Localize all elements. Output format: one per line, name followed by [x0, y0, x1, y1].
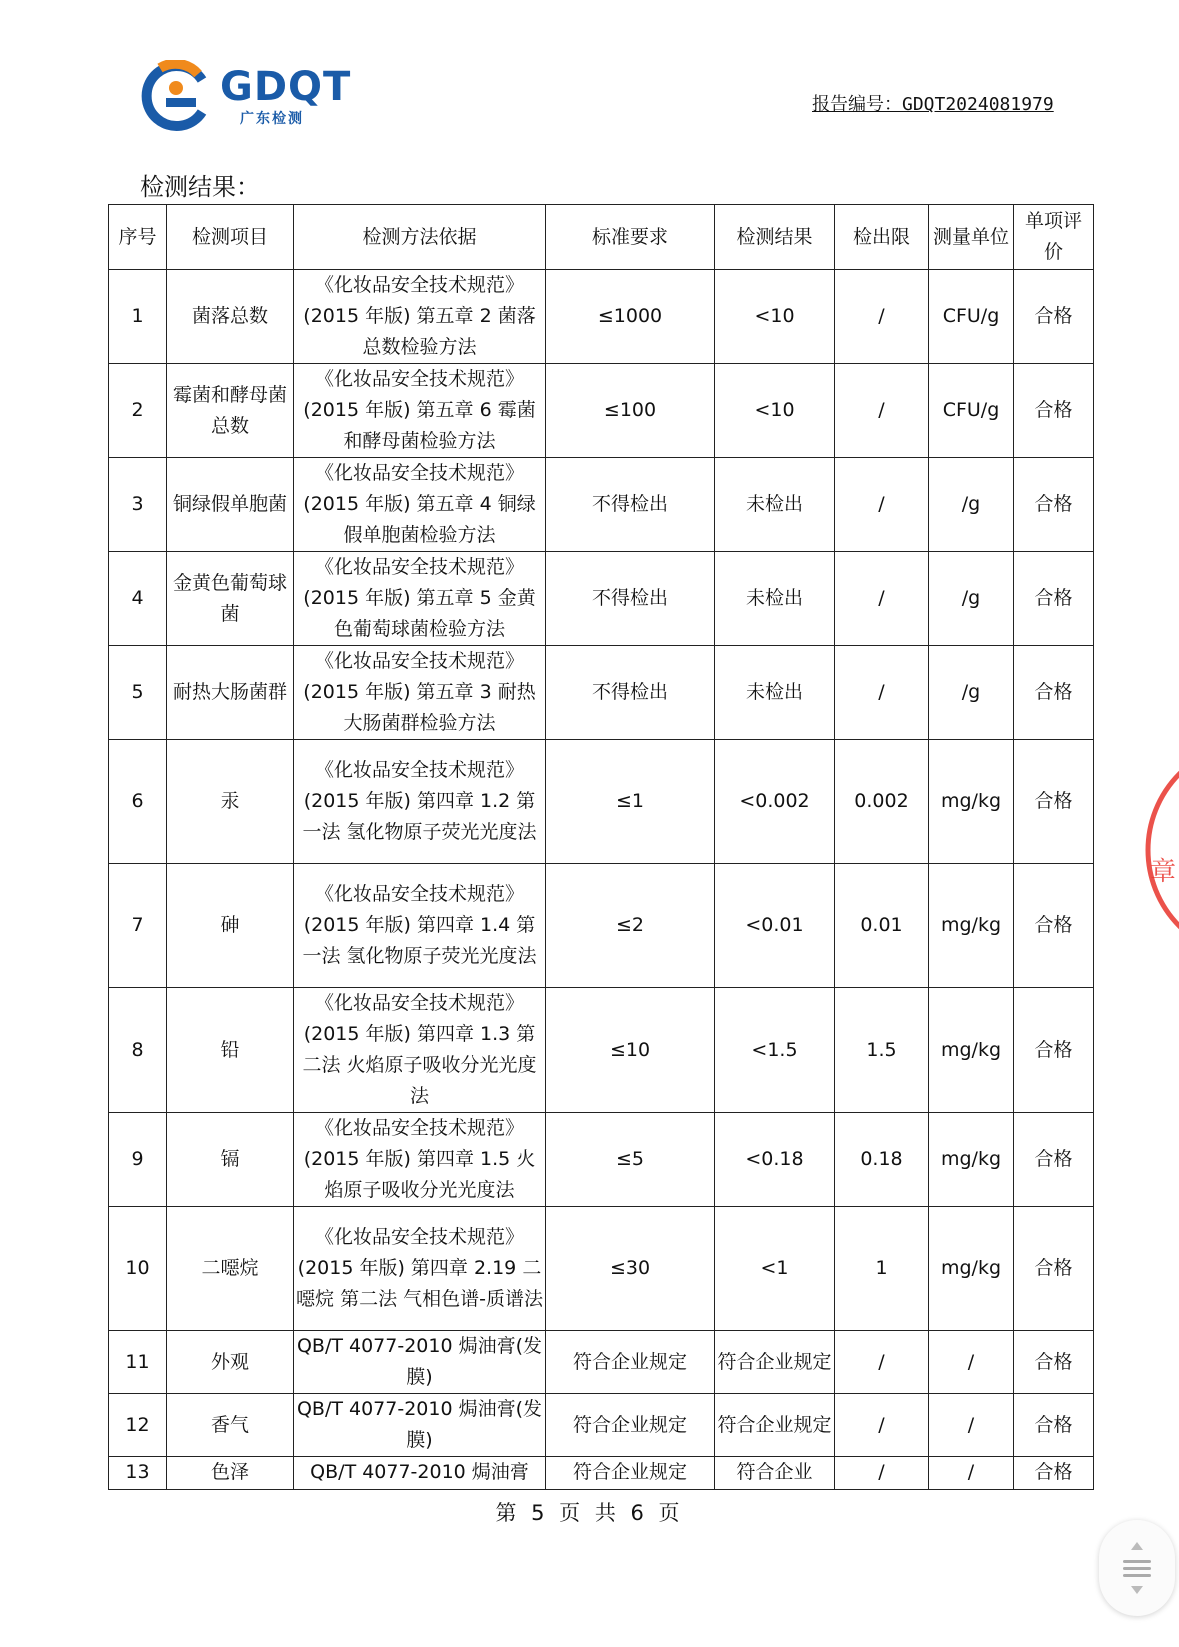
page-number: 第 5 页 共 6 页	[495, 1501, 684, 1525]
cell-requirement: 符合企业规定	[546, 1331, 715, 1394]
cell-no: 7	[109, 864, 167, 988]
cell-requirement: 符合企业规定	[546, 1394, 715, 1457]
cell-requirement: ≤30	[546, 1207, 715, 1331]
cell-no: 2	[109, 364, 167, 458]
cell-evaluation: 合格	[1014, 864, 1094, 988]
cell-result: 符合企业规定	[715, 1331, 835, 1394]
cell-requirement: ≤5	[546, 1113, 715, 1207]
cell-item: 香气	[167, 1394, 294, 1457]
cell-evaluation: 合格	[1014, 988, 1094, 1113]
table-row	[109, 1207, 1094, 1331]
cell-unit: CFU/g	[929, 364, 1014, 458]
cell-item	[167, 1457, 294, 1490]
cell-item: 菌落总数	[167, 270, 294, 364]
logo-subtitle: 广东检测	[240, 111, 304, 127]
cell-evaluation: 合格	[1014, 1207, 1094, 1331]
header-limit: 检出限	[835, 205, 929, 270]
cell-method: 《化妆品安全技术规范》(2015 年版) 第四章 1.5 火焰原子吸收分光光度法	[294, 1113, 546, 1207]
table-row	[109, 1331, 1094, 1394]
cell-limit: /	[835, 552, 929, 646]
cell-method	[294, 1457, 546, 1490]
cell-limit: /	[835, 1331, 929, 1394]
cell-method: QB/T 4077-2010 焗油膏(发膜)	[294, 1394, 546, 1457]
cell-limit	[835, 1457, 929, 1490]
cell-unit-text: /	[967, 1461, 975, 1483]
cell-limit: /	[835, 1394, 929, 1457]
cell-item: 镉	[167, 1113, 294, 1207]
cell-method: 《化妆品安全技术规范》(2015 年版) 第五章 3 耐热大肠菌群检验方法	[294, 646, 546, 740]
cell-limit-text: /	[878, 1461, 885, 1483]
cell-limit: 1.5	[835, 988, 929, 1113]
cell-result: 未检出	[715, 552, 835, 646]
cell-unit	[929, 1457, 1014, 1490]
cell-item: 铜绿假单胞菌	[167, 458, 294, 552]
scroll-handle-icon	[1099, 1520, 1175, 1616]
header-unit: 测量单位	[929, 205, 1014, 270]
table-row	[109, 988, 1094, 1113]
cell-item-text: 色泽	[210, 1461, 249, 1483]
cell-method: 《化妆品安全技术规范》(2015 年版) 第五章 6 霉菌和酵母菌检验方法	[294, 364, 546, 458]
cell-no: 1	[109, 270, 167, 364]
header-no: 序号	[109, 205, 167, 270]
gdqt-logo-icon	[140, 60, 214, 132]
scroll-handle-button[interactable]	[1099, 1520, 1175, 1616]
cell-no: 11	[109, 1331, 167, 1394]
cell-item: 外观	[167, 1331, 294, 1394]
header-requirement: 标准要求	[546, 205, 715, 270]
header-evaluation: 单项评价	[1014, 205, 1094, 270]
cell-item: 铅	[167, 988, 294, 1113]
cell-requirement: 不得检出	[546, 458, 715, 552]
cell-method: 《化妆品安全技术规范》(2015 年版) 第五章 2 菌落总数检验方法	[294, 270, 546, 364]
cell-result: 符合企业规定	[715, 1394, 835, 1457]
table-row	[109, 1113, 1094, 1207]
cell-requirement	[546, 1457, 715, 1490]
cell-requirement: 不得检出	[546, 646, 715, 740]
cell-method: 《化妆品安全技术规范》(2015 年版) 第四章 1.4 第一法 氢化物原子荧光光度法	[294, 864, 546, 988]
cell-evaluation: 合格	[1014, 1331, 1094, 1394]
table-row	[109, 364, 1094, 458]
cell-evaluation: 合格	[1014, 1113, 1094, 1207]
cell-unit: /	[929, 1331, 1014, 1394]
cell-method: 《化妆品安全技术规范》(2015 年版) 第五章 4 铜绿假单胞菌检验方法	[294, 458, 546, 552]
cell-evaluation: 合格	[1014, 270, 1094, 364]
section-title: 检测结果：	[140, 173, 260, 201]
cell-result: <10	[715, 270, 835, 364]
cell-unit: /g	[929, 552, 1014, 646]
cell-requirement: ≤2	[546, 864, 715, 988]
table-row	[109, 1394, 1094, 1457]
cell-limit: 1	[835, 1207, 929, 1331]
header-method: 检测方法依据	[294, 205, 546, 270]
cell-unit: mg/kg	[929, 1113, 1014, 1207]
cell-evaluation: 合格	[1014, 458, 1094, 552]
cell-result	[715, 1457, 835, 1490]
cell-no: 5	[109, 646, 167, 740]
cell-requirement: ≤100	[546, 364, 715, 458]
red-seal-stamp	[1136, 735, 1179, 965]
logo-text: GDQT	[220, 64, 352, 110]
report-number: 报告编号：GDQT2024081979	[812, 94, 1054, 115]
cell-unit: mg/kg	[929, 988, 1014, 1113]
cell-no: 3	[109, 458, 167, 552]
cell-unit: CFU/g	[929, 270, 1014, 364]
cell-unit: mg/kg	[929, 864, 1014, 988]
cell-limit: 0.002	[835, 740, 929, 864]
table-row	[109, 1457, 1094, 1490]
table-row	[109, 458, 1094, 552]
cell-no: 4	[109, 552, 167, 646]
cell-method: 《化妆品安全技术规范》(2015 年版) 第五章 5 金黄色葡萄球菌检验方法	[294, 552, 546, 646]
cell-limit: /	[835, 646, 929, 740]
cell-evaluation: 合格	[1014, 552, 1094, 646]
cell-no	[109, 1457, 167, 1490]
cell-requirement: ≤1000	[546, 270, 715, 364]
header-result: 检测结果	[715, 205, 835, 270]
cell-unit: mg/kg	[929, 1207, 1014, 1331]
table-header-row	[109, 205, 1094, 270]
stamp-lettering: 章	[1150, 857, 1177, 887]
cell-no: 6	[109, 740, 167, 864]
cell-item: 耐热大肠菌群	[167, 646, 294, 740]
cell-unit: mg/kg	[929, 740, 1014, 864]
cell-result: <10	[715, 364, 835, 458]
cell-method: 《化妆品安全技术规范》(2015 年版) 第四章 2.19 二噁烷 第二法 气相色谱-质谱法	[294, 1207, 546, 1331]
table-row	[109, 646, 1094, 740]
cell-evaluation: 合格	[1014, 646, 1094, 740]
header-item: 检测项目	[167, 205, 294, 270]
cell-result: <0.01	[715, 864, 835, 988]
cell-method: 《化妆品安全技术规范》(2015 年版) 第四章 1.3 第二法 火焰原子吸收分光光度法	[294, 988, 546, 1113]
cell-result-text: 符合企业	[736, 1461, 813, 1483]
cell-item: 霉菌和酵母菌总数	[167, 364, 294, 458]
table-row	[109, 864, 1094, 988]
cell-no: 12	[109, 1394, 167, 1457]
cell-limit: /	[835, 458, 929, 552]
table-row	[109, 270, 1094, 364]
results-table	[108, 204, 1094, 1490]
cell-requirement: ≤10	[546, 988, 715, 1113]
cell-evaluation: 合格	[1014, 740, 1094, 864]
cell-evaluation-text: 合格	[1034, 1461, 1073, 1483]
table-row	[109, 552, 1094, 646]
cell-unit: /	[929, 1394, 1014, 1457]
cell-no: 8	[109, 988, 167, 1113]
cell-result: <1.5	[715, 988, 835, 1113]
cell-result: 未检出	[715, 646, 835, 740]
table-row	[109, 740, 1094, 864]
cell-requirement: ≤1	[546, 740, 715, 864]
cell-result: <1	[715, 1207, 835, 1331]
cell-method: QB/T 4077-2010 焗油膏(发膜)	[294, 1331, 546, 1394]
cell-limit: /	[835, 364, 929, 458]
cell-result: 未检出	[715, 458, 835, 552]
cell-evaluation: 合格	[1014, 364, 1094, 458]
cell-requirement: 不得检出	[546, 552, 715, 646]
cell-method-text: QB/T 4077-2010 焗油膏	[310, 1461, 529, 1483]
cell-item: 金黄色葡萄球菌	[167, 552, 294, 646]
cell-evaluation: 合格	[1014, 1394, 1094, 1457]
cell-method: 《化妆品安全技术规范》(2015 年版) 第四章 1.2 第一法 氢化物原子荧光光度法	[294, 740, 546, 864]
cell-item: 砷	[167, 864, 294, 988]
cell-requirement-text: 符合企业规定	[572, 1461, 687, 1483]
cell-result: <0.18	[715, 1113, 835, 1207]
cell-limit: 0.01	[835, 864, 929, 988]
cell-no-text: 13	[125, 1461, 150, 1483]
cell-item: 二噁烷	[167, 1207, 294, 1331]
cell-evaluation	[1014, 1457, 1094, 1490]
cell-unit: /g	[929, 646, 1014, 740]
cell-limit: /	[835, 270, 929, 364]
cell-item: 汞	[167, 740, 294, 864]
cell-no: 9	[109, 1113, 167, 1207]
company-logo	[140, 60, 350, 132]
cell-unit: /g	[929, 458, 1014, 552]
cell-result: <0.002	[715, 740, 835, 864]
cell-no: 10	[109, 1207, 167, 1331]
cell-limit: 0.18	[835, 1113, 929, 1207]
